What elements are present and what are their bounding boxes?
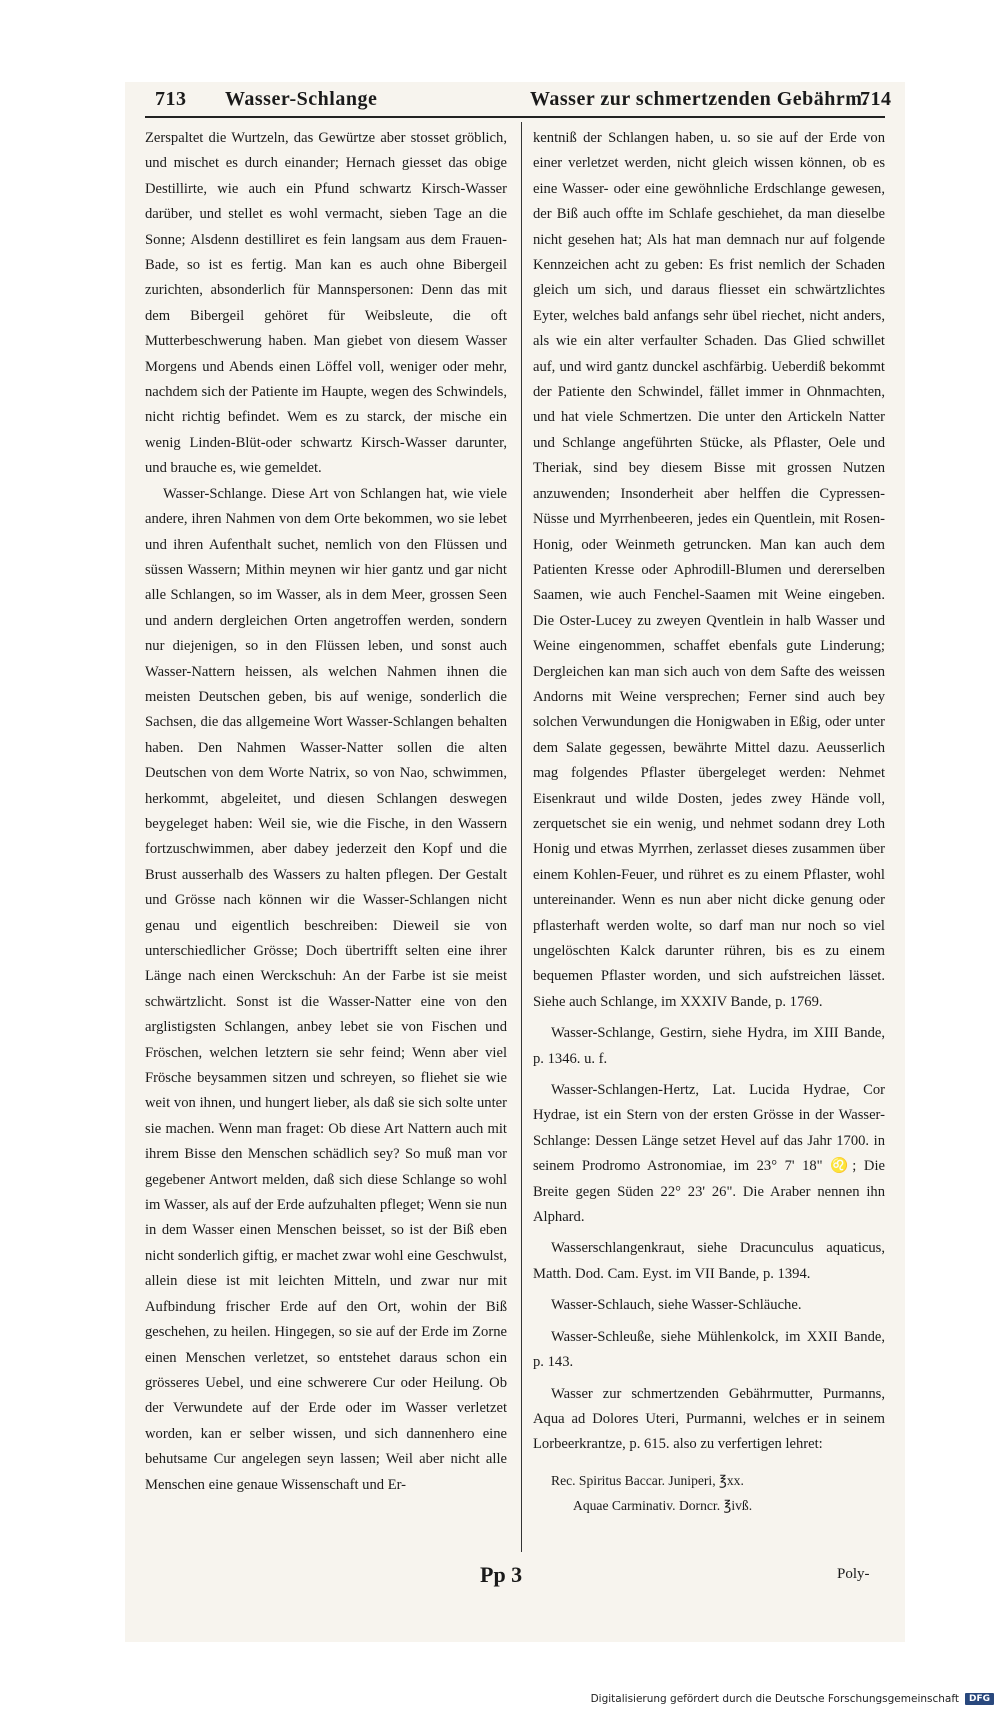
catchword: Poly- [837,1566,870,1582]
page-footer [125,1562,905,1602]
dictionary-entry: Wasser-Schlauch, siehe Wasser-Schläuche. [551,1297,802,1314]
right-column [533,126,885,1519]
right-running-title: Wasser zur schmertzenden Gebährm. [530,88,868,110]
right-page-number: 714 [860,88,892,110]
dictionary-entry: Wasserschlangenkraut, siehe Dracunculus aquaticus, Matth. Dod. Cam. Eyst. im VII Bande, p. 1394. [533,1240,885,1282]
dictionary-entry: Wasser-Schlange, Gestirn, siehe Hydra, im XIII Bande, p. 1346. u. f. [533,1025,885,1067]
header-rule [145,116,885,118]
column-divider [521,122,522,1552]
right-paragraph: kentniß der Schlangen haben, u. so sie auf der Erde von einer verletzet werden, nicht gleich wissen können, ob es eine Wasser- oder eine gewöhnliche Erdschlange gewesen, der Biß auch offte im Schlafe geschiehet, da man dieselbe nicht gesehen hat; Als hat man demnach nur auf folgende Kennzeichen acht zu geben: Es frist nemlich der Schaden gleich um sich, und daraus fliesset ein schwärtzlichtes Eyter, welches bald anfangs sehr übel riechet, nicht anders, als wie ein alter verfaulter Schaden. Das Glied schwillet auf, und wird gantz dunckel aschfärbig. Ueberdiß bekommt der Patiente den Schwindel, fället immer in Ohnmachten, und hat viele Schmertzen. Die unter den Artickeln Natter und Schlange angeführten Stücke, als Pflaster, Oele und Theriak, sind bey diesem Bisse mit grossen Nutzen anzuwenden; Insonderheit aber helffen die Cypressen-Nüsse und Myrrhenbeeren, jedes ein Quentlein, mit Rosen-Honig, oder Weinmeth getruncken. Man kan auch dem Patienten Kresse oder Aphrodill-Blumen und dererselben Saamen, wie auch Fenchel-Saamen mit Weine eingeben. Die Oster-Lucey zu zweyen Qventlein in halb Wasser und Weine eingenommen, schaffet ebenfals gute Linderung; Dergleichen kan man sich auch von dem Safte des weissen Andorns mit Weine versprechen; Ferner sind auch bey solchen Verwundungen die Honigwaben in Eßig, oder unter dem Salate gegessen, bewährte Mittel dazu. Aeusserlich mag folgendes Pflaster übergeleget werden: Nehmet Eisenkraut und wilde Dosten, jedes zwey Hände voll, zerquetschet sie ein wenig, und nehmet sodann drey Loth Honig und etwas Myrrhen, zerlasset dieses zusammen über einem Kohlen-Feuer, und rühret es zu einem Pflaster, wohl untereinander. Wenn es nun aber nicht dicke genung oder pflasterhaft werden wolte, so darf man nur noch so viel ungelöschten Kalck darunter rühren, bis es zu einem bequemen Pflaster worden, und sich aufstreichen lässet. Siehe auch Schlange, im XXXIV Bande, p. 1769. [533,130,885,1010]
left-paragraph: Zerspaltet die Wurtzeln, das Gewürtze aber stosset gröblich, und mischet es durch einander; Hernach giesset das obige Destillirte, wie auch ein Pfund schwartz Kirsch-Wasser darüber, und stellet es wohl vermacht, sieben Tage an die Sonne; Alsdenn destilliret es fein langsam aus dem Frauen-Bade, so ist es fertig. Man kan es auch ohne Bibergeil zurichten, absonderlich für Mannspersonen: Denn das mit dem Bibergeil gehöret für Weibsleute, die oft Mutterbeschwerung haben. Man giebet von diesem Wasser Morgens und Abends einen Löffel voll, weniger oder mehr, nachdem sich der Patiente im Haupte, wegen des Schwindels, nicht richtig befindet. Wem es zu starck, der mische ein wenig Linden-Blüt-oder schwartz Kirsch-Wasser darunter, und brauche es, wie gemeldet. [145,130,507,477]
page-header [125,82,905,118]
book-page [125,82,905,1642]
digitization-credit [480,1688,1000,1710]
credit-text: Digitalisierung gefördert durch die Deutsche Forschungsgemeinschaft [590,1693,959,1705]
left-paragraph: Wasser-Schlange. Diese Art von Schlangen hat, wie viele andere, ihren Nahmen von dem Orte bekommen, wo sie lebet und ihren Aufenthalt suchet, nemlich von den Flüssen und süssen Wassern; Mithin meynen wir hier gantz und gar nicht alle Schlangen, so im Wasser, als in dem Meer, grossen Seen und andern dergleichen Orten angetroffen werden, sondern nur diejenigen, so in den Flüssen leben, und sonst auch Wasser-Nattern heissen, als welchen Nahmen ihnen die meisten Deutschen geben, bis auf wenige, sonderlich die Sachsen, die das allgemeine Wort Wasser-Schlangen behalten haben. Den Nahmen Wasser-Natter sollen die alten Deutschen von dem Worte Natrix, so von Nao, schwimmen, herkommt, abgeleitet, und diesen Schlangen deswegen beygeleget haben: Weil sie, wie die Fische, in den Wassern fortzuschwimmen, aber dabey jederzeit den Kopf und die Brust ausserhalb des Wassers zu halten pflegen. Der Gestalt und Grösse nach können wir die Wasser-Schlangen nicht genau und eigentlich beschreiben: Dieweil sie von unterschiedlicher Grösse; Doch übertrifft selten eine ihrer Länge nach einen Werckschuh: An der Farbe ist sie meist schwärtzlicht. Sonst ist die Wasser-Natter eine von den arglistigsten Schlangen, anbey lebet sie von Fischen und Fröschen, welchen letztern sie sehr feind; Wenn aber viel Frösche beysammen sitzen und schreyen, so fliehet sie wie weit von ihnen, und hungert lieber, als daß sie sich solte unter sie machen. Wenn man fraget: Ob diese Art Nattern auch mit ihrem Bisse den Menschen schädlich sey? So muß man vor gegebener Antwort melden, daß sich diese Schlange so wohl im Wasser, als auf der Erde aufzuhalten pfleget; Wenn sie nun in dem Wasser einen Menschen beisset, so ist der Biß eben nicht sonderlich giftig, er machet zwar wohl eine Geschwulst, allein diese ist mit leichten Mitteln, und zwar nur mit Aufbindung frischer Erde auf den Ort, wohin der Biß geschehen, zu heilen. Hingegen, so sie auf der Erde im Zorne einen Menschen verletzet, so entstehet daraus schon ein grösseres Uebel, und eine schwerere Cur oder Heilung. Ob der Verwundete auf der Erde oder im Wasser verletzet worden, kan er selber wissen, und sich dannenhero eine behutsame Cur angelegen seyn lassen; Weil aber nicht alle Menschen eine genaue Wissenschaft und Er- [145,485,507,1493]
recipe-line: Aquae Carminativ. Dorncr. ℥ivß. [573,1498,753,1514]
left-page-number: 713 [155,88,187,110]
recipe-line: Rec. Spiritus Baccar. Juniperi, ℥xx. [551,1472,744,1488]
dictionary-entry: Wasser zur schmertzenden Gebährmutter, Purmanns, Aqua ad Dolores Uteri, Purmanni, welches er in seinem Lorbeerkrantze, p. 615. also zu verfertigen lehret: [533,1385,885,1453]
dictionary-entry: Wasser-Schleuße, siehe Mühlenkolck, im XXII Bande, p. 143. [533,1328,885,1371]
left-column [145,126,507,1498]
dfg-logo: DFG [965,1693,994,1705]
dictionary-entry: Wasser-Schlangen-Hertz, Lat. Lucida Hydrae, Cor Hydrae, ist ein Stern von der ersten Grösse in der Wasser-Schlange: Dessen Länge setzet Hevel auf das Jahr 1700. in seinem Prodromo Astronomiae, im 23° 7' 18" ♌; Die Breite gegen Süden 22° 23' 26". Die Araber nennen ihn Alphard. [533,1082,885,1226]
signature-mark: Pp 3 [480,1562,523,1587]
left-running-title: Wasser-Schlange [225,88,378,110]
